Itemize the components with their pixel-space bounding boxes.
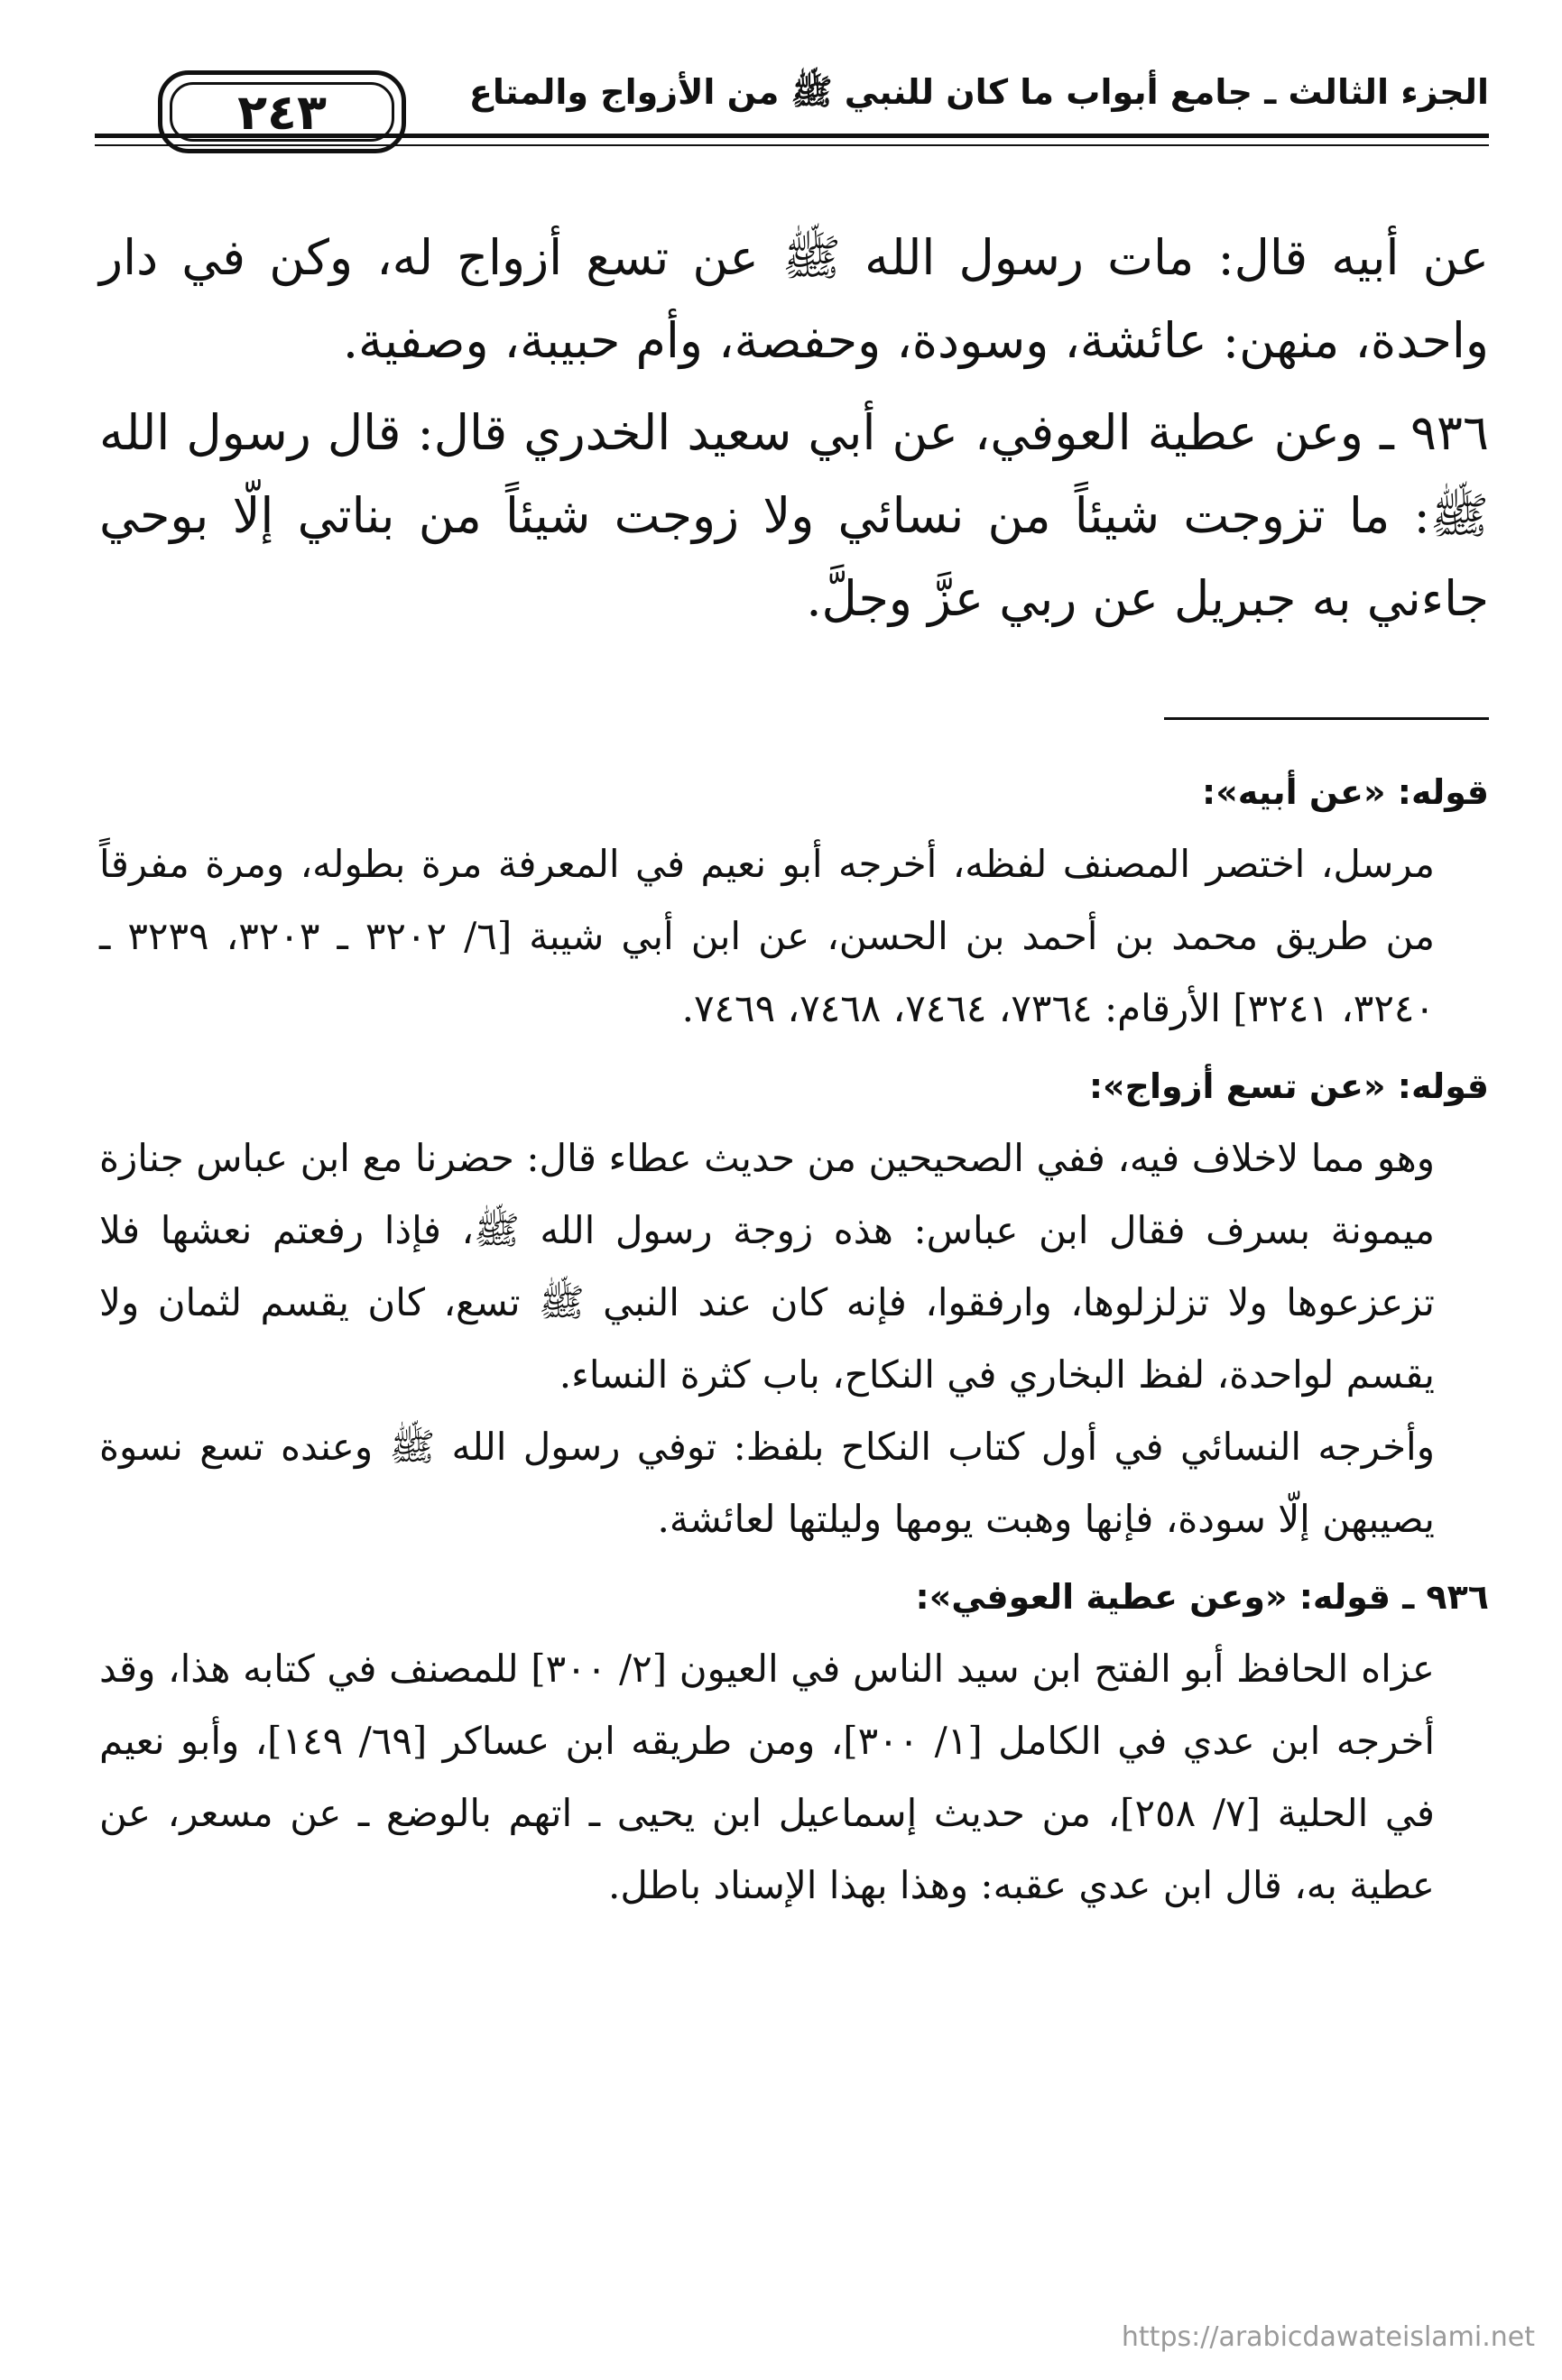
page-number: ٢٤٣ [170,82,394,142]
note-paragraph: وأخرجه النسائي في أول كتاب النكاح بلفظ: توفي رسول الله ﷺ وعنده تسع نسوة يصيبهن إلّا سودة، فإنها وهبت يومها وليلتها لعائشة. [99,1425,1435,1541]
note-heading [99,1050,1489,1122]
note-heading-quote: «عن أبيه»: [1202,772,1386,812]
running-title: الجزء الثالث ـ جامع أبواب ما كان للنبي ﷺ من الأزواج والمتاع [468,72,1489,112]
note-2 [99,1050,1489,1555]
note-1 [99,756,1489,1045]
footnote-separator [1164,717,1489,720]
header-rule-thin [95,144,1489,146]
note-paragraph: مرسل، اختصر المصنف لفظه، أخرجه أبو نعيم في المعرفة مرة بطوله، ومرة مفرقاً من طريق محمد بن أحمد بن الحسن، عن ابن أبي شيبة [٦/ ٣٢٠٢ ـ ٣٢٠٣، ٣٢٣٩ ـ ٣٢٤٠، ٣٢٤١] الأرقام: ٧٣٦٤، ٧٤٦٤، ٧٤٦٨، ٧٤٦٩. [99,842,1436,1030]
commentary-section [99,756,1489,1927]
note-3 [99,1561,1489,1922]
header-rule-thick [95,134,1489,138]
note-heading [99,756,1489,828]
note-heading-prefix: قوله: [1299,1577,1391,1617]
main-text [99,217,1489,641]
watermark-url: https://arabicdawateislami.net [1121,2321,1535,2353]
page-number-frame [158,70,406,153]
page-header [95,63,1489,162]
note-heading-quote: «وعن عطية العوفي»: [915,1577,1288,1617]
note-heading-quote: «عن تسع أزواج»: [1088,1066,1386,1106]
note-number: ٩٣٦ ـ [1402,1577,1489,1617]
note-heading [99,1561,1489,1633]
note-paragraph: عزاه الحافظ أبو الفتح ابن سيد الناس في العيون [٢/ ٣٠٠] للمصنف في كتابه هذا، وقد أخرجه ابن عدي في الكامل [١/ ٣٠٠]، ومن طريقه ابن عساكر [٦٩/ ١٤٩]، وأبو نعيم في الحلية [٧/ ٢٥٨]، من حديث إسماعيل ابن يحيى ـ اتهم بالوضع ـ عن مسعر، عن عطية به، قال ابن عدي عقبه: وهذا بهذا الإسناد باطل. [99,1647,1436,1907]
main-paragraph: عن أبيه قال: مات رسول الله ﷺ عن تسع أزواج له، وكن في دار واحدة، منهن: عائشة، وسودة، وحفصة، وأم حبيبة، وصفية. [99,229,1489,369]
note-heading-prefix: قوله: [1397,1066,1489,1106]
note-heading-prefix: قوله: [1397,772,1489,812]
main-paragraph: ٩٣٦ ـ وعن عطية العوفي، عن أبي سعيد الخدري قال: قال رسول الله ﷺ: ما تزوجت شيئاً من نسائي ولا زوجت شيئاً من بناتي إلّا بوحي جاءني به جبريل عن ربي عزَّ وجلَّ. [99,404,1489,627]
note-paragraph: وهو مما لاخلاف فيه، ففي الصحيحين من حديث عطاء قال: حضرنا مع ابن عباس جنازة ميمونة بسرف فقال ابن عباس: هذه زوجة رسول الله ﷺ، فإذا رفعتم نعشها فلا تزعزعوها ولا تزلزلوها، وارفقوا، فإنه كان عند النبي ﷺ تسع، كان يقسم لثمان ولا يقسم لواحدة، لفظ البخاري في النكاح، باب كثرة النساء. [99,1136,1435,1397]
